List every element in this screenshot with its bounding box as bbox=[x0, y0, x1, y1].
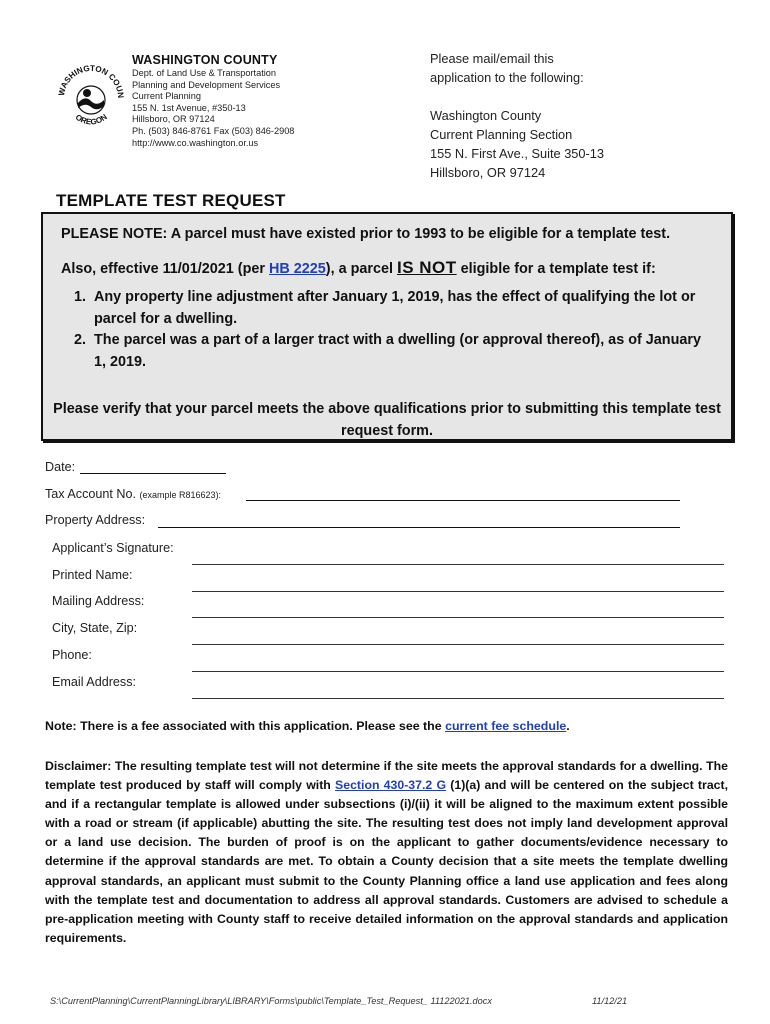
printed-name-field[interactable] bbox=[192, 591, 724, 592]
city-state-zip-field[interactable] bbox=[192, 644, 724, 645]
list-item: 1. Any property line adjustment after January 1, 2019, has the effect of qualifying the lot or parcel for a dwelling. bbox=[90, 287, 710, 330]
org-line: Dept. of Land Use & Transportation bbox=[132, 68, 277, 78]
footer-date: 11/12/21 bbox=[592, 996, 628, 1006]
county-name: WASHINGTON COUNTY bbox=[132, 53, 278, 67]
phone-label: Phone: bbox=[52, 648, 92, 662]
section-430-link[interactable]: Section 430-37.2 G bbox=[335, 778, 447, 793]
footer-file-path: S:\CurrentPlanning\CurrentPlanningLibrary\LIBRARY\Forms\public\Template_Test_Request_ 11122021.docx bbox=[50, 996, 492, 1006]
org-line: Ph. (503) 846-8761 Fax (503) 846-2908 bbox=[132, 125, 295, 136]
org-line: Hillsboro, OR 97124 bbox=[132, 114, 215, 125]
seal-bottom-text: OREGON bbox=[73, 112, 109, 127]
org-line: Current Planning bbox=[132, 91, 201, 102]
mailing-instructions bbox=[430, 49, 730, 182]
tax-account-field[interactable] bbox=[246, 500, 680, 501]
org-line: http://www.co.washington.or.us bbox=[132, 137, 259, 148]
mailto-address-line: Washington County bbox=[430, 108, 542, 123]
property-address-label: Property Address: bbox=[45, 513, 146, 527]
email-address-label: Email Address: bbox=[52, 675, 136, 689]
is-not-emphasis: IS NOT bbox=[396, 258, 457, 277]
seal-top-text: WASHINGTON COUN bbox=[56, 63, 126, 99]
page-title: TEMPLATE TEST REQUEST bbox=[56, 191, 286, 210]
applicant-signature-label: Applicant’s Signature: bbox=[52, 541, 174, 555]
applicant-signature-field[interactable] bbox=[192, 564, 724, 565]
city-state-zip-label: City, State, Zip: bbox=[52, 621, 138, 635]
hb-2225-link[interactable]: HB 2225 bbox=[268, 261, 326, 277]
mailto-address-line: Hillsboro, OR 97124 bbox=[430, 165, 546, 180]
printed-name-label: Printed Name: bbox=[52, 568, 133, 582]
property-address-field[interactable] bbox=[158, 527, 680, 528]
mailto-line: application to the following: bbox=[430, 70, 584, 85]
verify-instruction: Please verify that your parcel meets the above qualifications prior to submitting this template test request form. bbox=[53, 401, 721, 439]
org-line: Planning and Development Services bbox=[132, 79, 281, 90]
fee-note: Note: There is a fee associated with this application. Please see the current fee schedule. bbox=[45, 719, 570, 733]
phone-field[interactable] bbox=[192, 671, 724, 672]
mailing-address-label: Mailing Address: bbox=[52, 594, 145, 608]
disclaimer-paragraph: Disclaimer: The resulting template test will not determine if the site meets the approval standards for a dwelling. The template test produced by staff will comply with Section 430-37.2 G (1)(a) and will be centered on the subject tract, and if a rectangular template is allowed under subsections (i)/(ii) it will be aligned to the maximum extent possible with a road or stream (if applicable) abutting the site. The resulting test does not imply land development approval or a land use decision. The burden of proof is on the applicant to gather documents/evidence necessary to determine if the approval standards are met. To obtain a County decision that a site meets the template dwelling approval standards, an applicant must submit to the County Planning office a land use application and fees along with the template test and documentation to address all approval standards. Customers are advised to schedule a pre-application meeting with County staff to receive detailed information on the approval standards and application requirements. bbox=[45, 759, 729, 945]
ineligibility-list bbox=[43, 287, 730, 373]
date-field[interactable] bbox=[80, 473, 226, 474]
org-line: 155 N. 1st Avenue, #350-13 bbox=[132, 102, 246, 113]
notice-line-1: PLEASE NOTE: A parcel must have existed prior to 1993 to be eligible for a template test. bbox=[61, 226, 671, 242]
county-seal-logo bbox=[56, 60, 126, 138]
date-label: Date: bbox=[45, 460, 76, 474]
mailing-address-field[interactable] bbox=[192, 617, 724, 618]
organization-info bbox=[132, 52, 382, 149]
eligibility-notice-box bbox=[41, 212, 733, 441]
list-item: 2. The parcel was a part of a larger tract with a dwelling (or approval thereof), as of January 1, 2019. bbox=[90, 330, 710, 373]
fee-schedule-link[interactable]: current fee schedule bbox=[445, 719, 567, 733]
tax-account-label: Tax Account No. (example R816623): bbox=[45, 487, 222, 501]
mailto-line: Please mail/email this bbox=[430, 51, 554, 66]
notice-line-2: Also, effective 11/01/2021 (per HB 2225), a parcel IS NOT eligible for a template test if: bbox=[61, 258, 656, 277]
mailto-address-line: 155 N. First Ave., Suite 350-13 bbox=[430, 146, 605, 161]
mailto-address-line: Current Planning Section bbox=[430, 127, 573, 142]
email-address-field[interactable] bbox=[192, 698, 724, 699]
